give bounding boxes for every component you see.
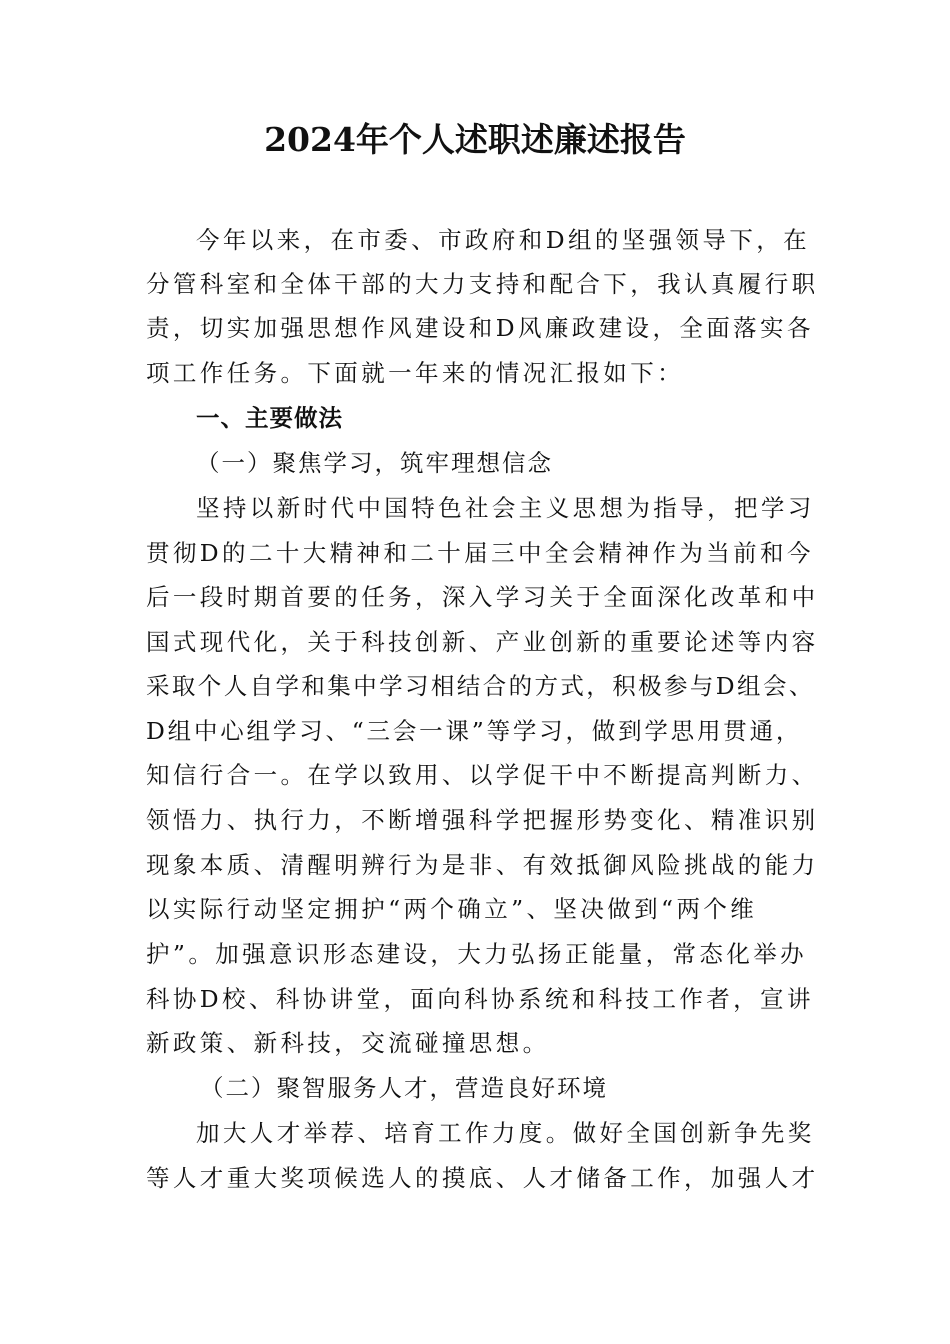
- paragraph-line: 现象本质、清醒明辨行为是非、有效抵御风险挑战的能力: [146, 851, 819, 879]
- paragraph-line: 项工作任务。下面就一年来的情况汇报如下：: [146, 359, 684, 387]
- paragraph-line: 护”。加强意识形态建设，大力弘扬正能量，常态化举办: [146, 940, 808, 968]
- paragraph-line: 知信行合一。在学以致用、以学促干中不断提高判断力、: [146, 761, 819, 789]
- paragraph-line: 以实际行动坚定拥护“两个确立”、坚决做到“两个维: [146, 895, 758, 923]
- paragraph-line: 分管科室和全体干部的大力支持和配合下，我认真履行职: [146, 270, 819, 298]
- subsection-heading: （二）聚智服务人才，营造良好环境: [200, 1074, 608, 1102]
- paragraph-line: 领悟力、执行力，不断增强科学把握形势变化、精准识别: [146, 806, 819, 834]
- paragraph-line: 贯彻D的二十大精神和二十届三中全会精神作为当前和今: [146, 539, 814, 567]
- document-title: 2024年个人述职述廉述报告: [264, 120, 686, 159]
- paragraph-line: 责，切实加强思想作风建设和D风廉政建设，全面落实各: [146, 314, 814, 342]
- paragraph-line: 加大人才举荐、培育工作力度。做好全国创新争先奖: [196, 1119, 815, 1147]
- paragraph-line: 采取个人自学和集中学习相结合的方式，积极参与D组会、: [146, 672, 815, 700]
- paragraph-line: 新政策、新科技，交流碰撞思想。: [146, 1029, 550, 1057]
- paragraph-line: 国式现代化，关于科技创新、产业创新的重要论述等内容: [146, 628, 819, 656]
- paragraph-line: 后一段时期首要的任务，深入学习关于全面深化改革和中: [146, 583, 819, 611]
- paragraph-line: 今年以来，在市委、市政府和D组的坚强领导下，在: [196, 226, 811, 254]
- section-heading: 一、主要做法: [196, 404, 343, 432]
- subsection-heading: （一）聚焦学习，筑牢理想信念: [196, 449, 553, 477]
- paragraph-line: 等人才重大奖项候选人的摸底、人才储备工作，加强人才: [146, 1164, 819, 1192]
- paragraph-line: 坚持以新时代中国特色社会主义思想为指导，把学习: [196, 494, 815, 522]
- paragraph-line: D组中心组学习、“三会一课”等学习，做到学思用贯通，: [146, 717, 803, 745]
- paragraph-line: 科协D校、科协讲堂，面向科协系统和科技工作者，宣讲: [146, 985, 814, 1013]
